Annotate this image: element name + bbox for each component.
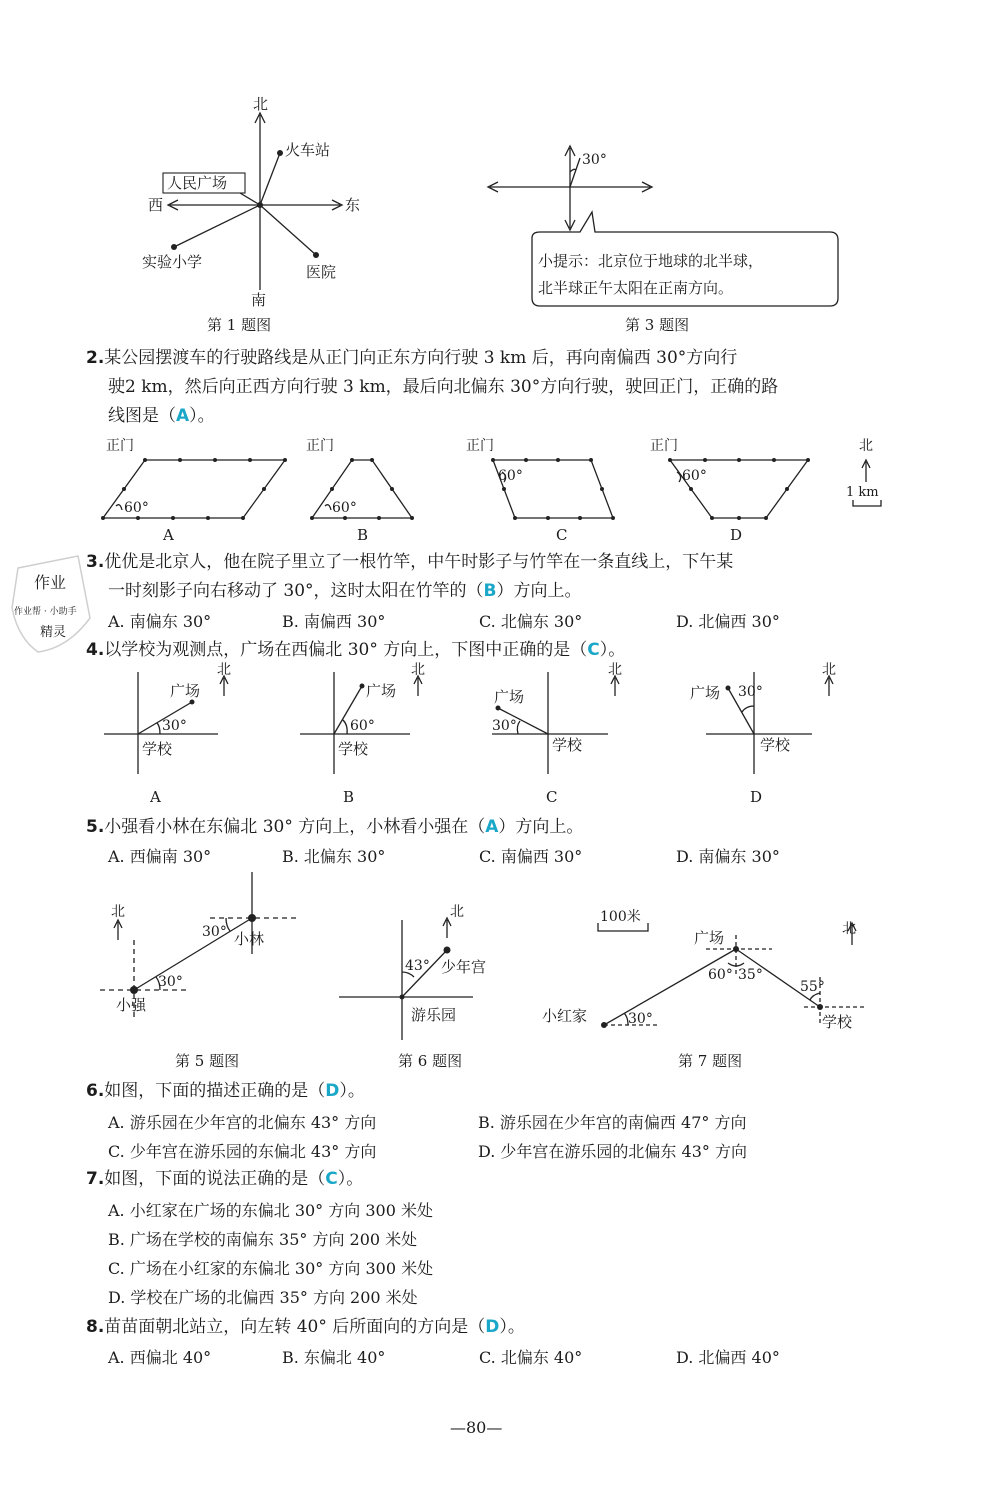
fig5-angle-top: 30° bbox=[202, 924, 227, 940]
q3-option-c: C. 北偏东 30° bbox=[479, 612, 583, 631]
fig1-hospital-label: 医院 bbox=[306, 263, 337, 281]
q5-option-a: A. 西偏南 30° bbox=[108, 847, 212, 866]
q2-line2: 驶2 km，然后向正西方向行驶 3 km，最后向北偏东 30°方向行驶，驶回正门，正确的路 bbox=[108, 377, 779, 397]
fig1-station-label: 火车站 bbox=[285, 141, 331, 159]
stamp-line2: 作业帮 · 小助手 bbox=[14, 607, 77, 617]
q4-c-angle: 30° bbox=[492, 718, 517, 734]
fig6-caption: 第 6 题图 bbox=[398, 1052, 463, 1070]
fig1-school-label: 实验小学 bbox=[142, 253, 203, 271]
q6-option-c: C. 少年宫在游乐园的东偏北 43° 方向 bbox=[108, 1142, 377, 1161]
figure-6 bbox=[335, 900, 515, 1045]
q4-b-square: 广场 bbox=[366, 682, 397, 700]
q8-option-d: D. 北偏西 40° bbox=[676, 1348, 780, 1367]
fig5-xiaoqiang: 小强 bbox=[116, 996, 147, 1014]
fig7-school: 学校 bbox=[822, 1013, 853, 1031]
q3-answer: B bbox=[483, 581, 497, 601]
fig7-angle-35: 35° bbox=[738, 967, 763, 983]
q2-gate-c: 正门 bbox=[466, 438, 494, 454]
q4-label-c: C bbox=[546, 788, 558, 806]
q2-label-a: A bbox=[163, 526, 174, 544]
q5-option-d: D. 南偏东 30° bbox=[676, 847, 780, 866]
fig3-angle: 30° bbox=[582, 152, 607, 168]
q4-a-school: 学校 bbox=[142, 740, 173, 758]
q2-label-c: C bbox=[556, 526, 568, 544]
q3-line1: 3.优优是北京人，他在院子里立了一根竹竿，中午时影子与竹竿在一条直线上，下午某 bbox=[86, 552, 734, 572]
fig3-hint-line1: 小提示：北京位于地球的北半球， bbox=[538, 252, 764, 270]
q2-gate-a: 正门 bbox=[106, 438, 134, 454]
q2-line3: 线图是（A）。 bbox=[108, 406, 215, 426]
q6-option-a: A. 游乐园在少年宫的北偏东 43° 方向 bbox=[108, 1113, 377, 1132]
q3-option-b: B. 南偏西 30° bbox=[282, 612, 386, 631]
q6-option-b: B. 游乐园在少年宫的南偏西 47° 方向 bbox=[478, 1113, 747, 1132]
q2-scale: 1 km bbox=[846, 485, 879, 500]
q2-route-diagrams bbox=[100, 432, 900, 547]
fig7-scale: 100米 bbox=[600, 909, 641, 925]
figure-1-compass bbox=[130, 95, 370, 315]
q4-d-square: 广场 bbox=[690, 684, 721, 702]
q4-answer: C bbox=[587, 640, 600, 660]
fig7-angle-30: 30° bbox=[628, 1011, 653, 1027]
fig7-caption: 第 7 题图 bbox=[678, 1052, 743, 1070]
q4-c-school: 学校 bbox=[552, 736, 583, 754]
q5-option-b: B. 北偏东 30° bbox=[282, 847, 386, 866]
q4-label-d: D bbox=[750, 788, 763, 806]
q2-angle-d: 60° bbox=[682, 468, 707, 484]
fig1-north-label: 北 bbox=[253, 95, 269, 113]
fig5-north: 北 bbox=[111, 904, 125, 920]
q7-option-b: B. 广场在学校的南偏东 35° 方向 200 米处 bbox=[108, 1230, 418, 1249]
fig1-square-label: 人民广场 bbox=[167, 174, 228, 192]
fig6-park: 游乐园 bbox=[411, 1006, 457, 1024]
q2-line1: 2.某公园摆渡车的行驶路线是从正门向正东方向行驶 3 km 后，再向南偏西 30°方向行 bbox=[86, 348, 738, 368]
fig7-north: 北 bbox=[842, 921, 856, 937]
q2-answer: A bbox=[176, 406, 190, 426]
q4-diagrams bbox=[100, 662, 860, 810]
page-number: —80— bbox=[450, 1418, 503, 1437]
q2-angle-a: 60° bbox=[124, 500, 149, 516]
q8-option-a: A. 西偏北 40° bbox=[108, 1348, 212, 1367]
figure-3-hint bbox=[480, 140, 850, 315]
q4-b-north: 北 bbox=[411, 662, 425, 678]
q8-line1: 8.苗苗面朝北站立，向左转 40° 后所面向的方向是（D）。 bbox=[86, 1317, 525, 1337]
q2-north: 北 bbox=[859, 438, 873, 454]
q3-line2: 一时刻影子向右移动了 30°，这时太阳在竹竿的（B）方向上。 bbox=[108, 581, 582, 601]
q2-angle-c: 60° bbox=[498, 468, 523, 484]
q4-c-square: 广场 bbox=[494, 688, 525, 706]
q8-answer: D bbox=[485, 1317, 500, 1337]
q4-a-angle: 30° bbox=[162, 718, 187, 734]
fig6-palace: 少年宫 bbox=[441, 958, 487, 976]
fig7-square: 广场 bbox=[694, 929, 725, 947]
q7-option-a: A. 小红家在广场的东偏北 30° 方向 300 米处 bbox=[108, 1201, 433, 1220]
fig1-west-label: 西 bbox=[148, 196, 164, 214]
q4-d-angle: 30° bbox=[738, 684, 763, 700]
fig7-angle-60: 60° bbox=[708, 967, 733, 983]
q3-option-a: A. 南偏东 30° bbox=[108, 612, 212, 631]
q4-b-angle: 60° bbox=[350, 718, 375, 734]
q4-a-north: 北 bbox=[217, 662, 231, 678]
q6-line1: 6.如图，下面的描述正确的是（D）。 bbox=[86, 1081, 365, 1101]
fig6-north: 北 bbox=[450, 904, 464, 920]
q4-label-b: B bbox=[343, 788, 355, 806]
q7-option-c: C. 广场在小红家的东偏北 30° 方向 300 米处 bbox=[108, 1259, 434, 1278]
q4-d-north: 北 bbox=[822, 662, 836, 678]
fig7-angle-55: 55° bbox=[800, 979, 825, 995]
figure-5 bbox=[100, 870, 310, 1030]
fig1-east-label: 东 bbox=[345, 196, 361, 214]
q3-option-d: D. 北偏西 30° bbox=[676, 612, 780, 631]
q2-label-b: B bbox=[357, 526, 369, 544]
figure-7 bbox=[540, 905, 880, 1035]
fig5-xiaolin: 小林 bbox=[234, 930, 265, 948]
q4-c-north: 北 bbox=[608, 662, 622, 678]
q2-angle-b: 60° bbox=[332, 500, 357, 516]
q2-gate-d: 正门 bbox=[650, 438, 678, 454]
fig5-caption: 第 5 题图 bbox=[175, 1052, 240, 1070]
q7-answer: C bbox=[325, 1169, 338, 1189]
stamp-line3: 精灵 bbox=[40, 625, 67, 640]
q7-line1: 7.如图，下面的说法正确的是（C）。 bbox=[86, 1169, 364, 1189]
q8-option-b: B. 东偏北 40° bbox=[282, 1348, 386, 1367]
q4-d-school: 学校 bbox=[760, 736, 791, 754]
q5-answer: A bbox=[485, 817, 499, 837]
q8-option-c: C. 北偏东 40° bbox=[479, 1348, 583, 1367]
q4-label-a: A bbox=[150, 788, 161, 806]
q7-option-d: D. 学校在广场的北偏西 35° 方向 200 米处 bbox=[108, 1288, 418, 1307]
q4-b-school: 学校 bbox=[338, 740, 369, 758]
q2-gate-b: 正门 bbox=[306, 438, 334, 454]
q4-a-square: 广场 bbox=[170, 682, 201, 700]
fig1-caption: 第 1 题图 bbox=[207, 316, 272, 334]
q5-line1: 5.小强看小林在东偏北 30° 方向上，小林看小强在（A）方向上。 bbox=[86, 817, 584, 837]
fig5-angle-bottom: 30° bbox=[158, 974, 183, 990]
q2-label-d: D bbox=[730, 526, 743, 544]
fig7-home: 小红家 bbox=[542, 1007, 588, 1025]
q5-option-c: C. 南偏西 30° bbox=[479, 847, 583, 866]
q4-line1: 4.以学校为观测点，广场在西偏北 30° 方向上，下图中正确的是（C）。 bbox=[86, 640, 626, 660]
q6-option-d: D. 少年宫在游乐园的北偏东 43° 方向 bbox=[478, 1142, 747, 1161]
fig6-angle: 43° bbox=[405, 958, 430, 974]
fig3-hint-line2: 北半球正午太阳在正南方向。 bbox=[538, 279, 734, 297]
stamp-line1: 作业 bbox=[34, 573, 67, 592]
fig1-south-label: 南 bbox=[251, 291, 267, 309]
watermark-stamp bbox=[8, 548, 92, 656]
q6-answer: D bbox=[325, 1081, 340, 1101]
fig3-caption: 第 3 题图 bbox=[625, 316, 690, 334]
